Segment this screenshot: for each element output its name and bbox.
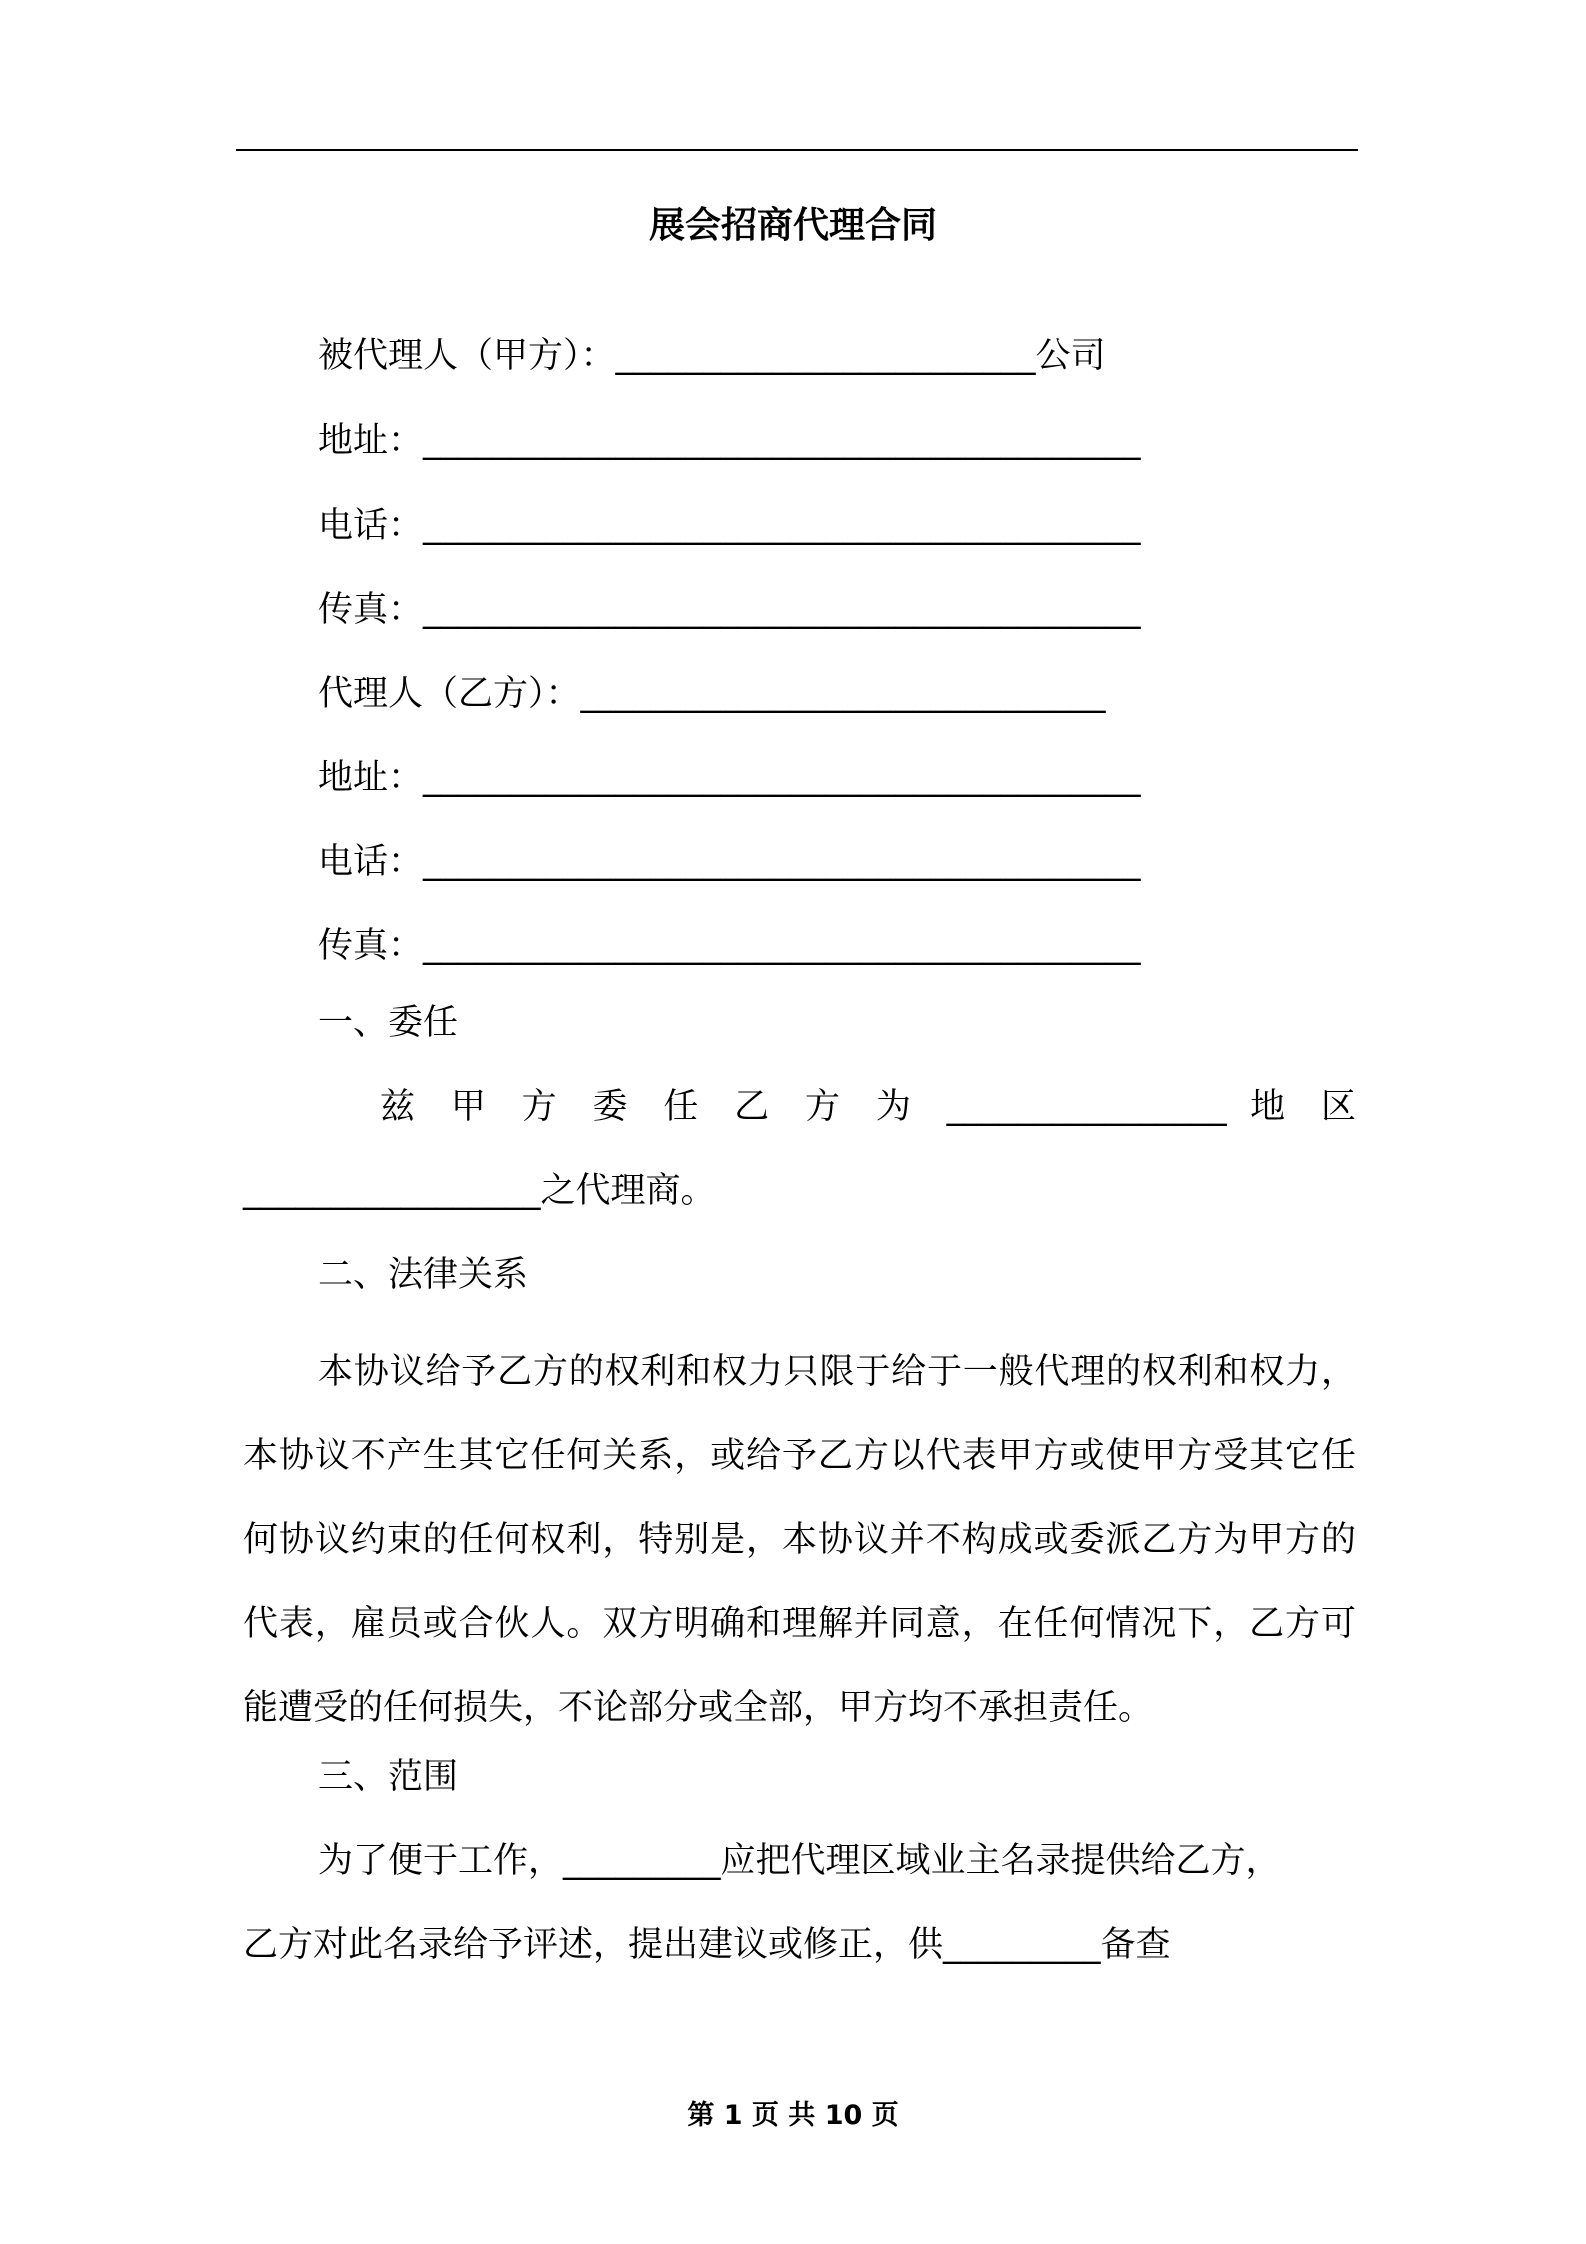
section1-line1: 兹 甲 方 委 任 乙 方 为 ________________ 地 区 (380, 1087, 1356, 1127)
page-number-footer: 第 1 页 共 10 页 (687, 2100, 899, 2131)
party-b-name-line: 代理人（乙方）：______________________________ (318, 674, 1106, 714)
party-a-fax-line: 传真：_________________________________________ (318, 590, 1141, 630)
party-b-fax-line: 传真：_________________________________________ (318, 926, 1141, 966)
section1-heading: 一、委任 (318, 1003, 459, 1043)
section3-heading: 三、范围 (318, 1757, 459, 1797)
section3-line1: 为了便于工作，_________应把代理区域业主名录提供给乙方， (318, 1841, 1281, 1881)
section3-line2: 乙方对此名录给予评述，提出建议或修正，供_________备查 (243, 1925, 1171, 1965)
section2-body: 本协议给予乙方的权利和权力只限于给于一般代理的权利和权力，本协议不产生其它任何关系，或给予乙方以代表甲方或使甲方受其它任何协议约束的任何权利，特别是，本协议并不构成或委派乙方为甲方的代表，雇员或合伙人。双方明确和理解并同意，在任何情况下，乙方可能遭受的任何损失，不论部分或全部，甲方均不承担责任。 (243, 1352, 1356, 1728)
party-b-address-line: 地址：_________________________________________ (318, 758, 1141, 798)
section1-line2: _________________之代理商。 (243, 1171, 716, 1211)
party-a-address-line: 地址：_________________________________________ (318, 421, 1141, 461)
party-a-phone-line: 电话：_________________________________________ (318, 506, 1141, 546)
header-rule (236, 149, 1358, 151)
party-b-phone-line: 电话：_________________________________________ (318, 842, 1141, 882)
section2-heading: 二、法律关系 (318, 1255, 529, 1295)
document-title: 展会招商代理合同 (648, 205, 937, 246)
party-a-name-line: 被代理人（甲方）：________________________公司 (318, 336, 1106, 376)
